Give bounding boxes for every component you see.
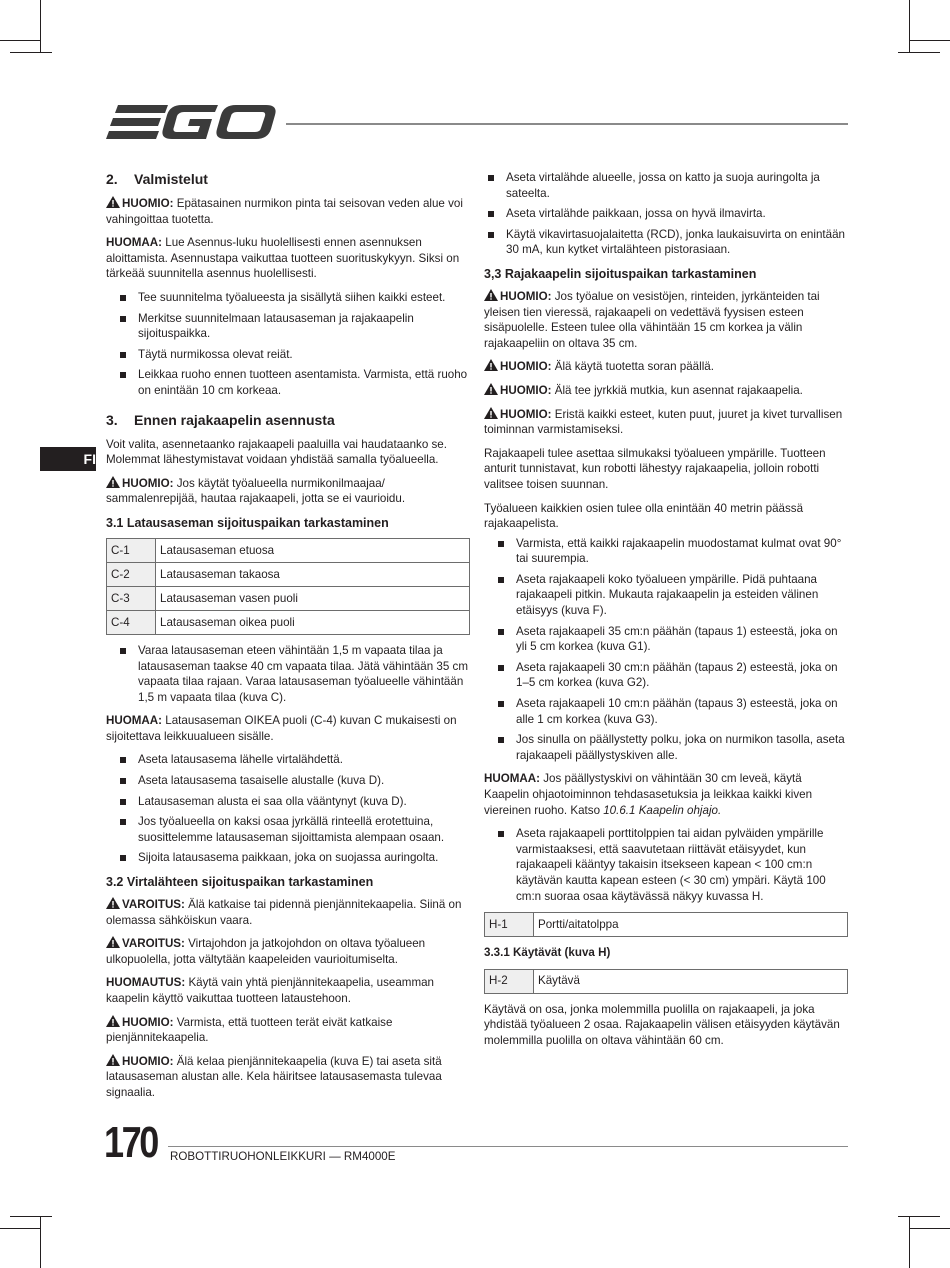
crop-mark [910,40,950,41]
left-column [106,170,470,1109]
bullet-list [474,170,848,258]
body-paragraph: Voit valita, asennetaanko rajakaapeli paaluilla vai haudataanko se. Molemmat lähestymistavat voidaan yhdistää samalla työalueella. [106,437,447,467]
bullet-list [484,826,848,904]
warning-icon [106,936,120,948]
list-item: Aseta latausasema tasaiselle alustalle (kuva D). [106,773,470,789]
table-cell-label: Latausaseman takaosa [156,562,470,586]
crop-mark [910,1228,950,1229]
warning-icon [484,359,498,371]
warning-icon [106,1054,120,1066]
list-item: Sijoita latausasema paikkaan, joka on suojassa auringolta. [106,850,470,866]
table-row [485,969,848,993]
list-item: Merkitse suunnitelmaan latausaseman ja rajakaapelin sijoituspaikka. [106,311,470,342]
warning-paragraph: VAROITUS: Virtajohdon ja jatkojohdon on oltava työalueen ulkopuolella, jotta vältytään kaapeleiden vaurioitumiselta. [106,937,426,966]
bullet-list [106,752,470,866]
legend-table [106,538,470,635]
header-rule [286,123,848,125]
table-cell-code: C-4 [107,610,156,634]
caution-paragraph: HUOMIO: Epätasainen nurmikon pinta tai seisovan veden alue voi vahingoittaa tuotetta. [106,197,463,226]
ego-logo [106,103,276,148]
table-cell-label: Käytävä [534,969,848,993]
table-cell-code: C-2 [107,562,156,586]
right-column [484,170,848,1057]
caution-paragraph: HUOMIO: Älä kelaa pienjännitekaapelia (kuva E) tai aseta sitä latausaseman alustan alle. Kela häiritsee latausasemasta tulevaa signaalia. [106,1054,442,1099]
caution-paragraph: HUOMIO: Älä tee jyrkkiä mutkia, kun asennat rajakaapelia. [484,383,848,399]
body-paragraph: Työalueen kaikkien osien tulee olla enintään 40 metrin päässä rajakaapelista. [484,501,804,531]
notice-paragraph: HUOMAUTUS: Käytä vain yhtä pienjännitekaapelia, useamman kaapelin käyttö vaikuttaa tuotteen lataustehoon. [106,976,434,1005]
subsection-heading: 3,3 Rajakaapelin sijoituspaikan tarkastaminen [484,266,757,281]
section-heading: 3. Ennen rajakaapelin asennusta [106,411,335,428]
table-cell-label: Latausaseman etuosa [156,538,470,562]
crop-mark [0,1228,40,1229]
table-cell-code: H-2 [485,969,534,993]
note-paragraph: HUOMAA: Latausaseman OIKEA puoli (C-4) kuvan C mukaisesti on sijoitettava leikkuualueen sisälle. [106,714,457,743]
warning-icon [484,383,498,395]
table-cell-code: H-1 [485,913,534,937]
list-item: Käytä vikavirtasuojalaitetta (RCD), jonka laukaisuvirta on enintään 30 mA, kun kytket virtalähteen pistorasiaan. [474,227,848,258]
list-item: Jos työalueella on kaksi osaa jyrkällä rinteellä erotettuina, suosittelemme latausaseman sijoittamista alempaan osaan. [106,814,470,845]
list-item: Aseta virtalähde alueelle, jossa on katto ja suoja auringolta ja sateelta. [474,170,848,201]
warning-icon [484,407,498,419]
crop-mark [10,1216,52,1217]
crop-mark [10,52,52,53]
table-row [107,562,470,586]
note-paragraph: HUOMAA: Lue Asennus-luku huolellisesti ennen asennuksen aloittamista. Asennustapa vaikuttaa tuotteen suorituskykyyn. Siksi on tärkeää suunnitella asennus huolellisesti. [106,236,460,281]
cross-reference: 10.6.1 Kaapelin ohjajo. [603,803,722,817]
subsection-heading: 3.3.1 Käytävät (kuva H) [484,946,611,960]
list-item: Aseta rajakaapeli 10 cm:n päähän (tapaus 3) esteestä, joka on alle 1 cm korkea (kuva G3). [484,696,848,727]
table-cell-code: C-1 [107,538,156,562]
body-paragraph: Käytävä on osa, jonka molemmilla puolilla on rajakaapeli, ja joka yhdistää työalueen 2 osaa. Rajakaapelin välisen etäisyyden käytävän molemmilla puolilla on oltava vähintään 60 cm. [484,1002,840,1047]
warning-icon [106,196,120,208]
list-item: Jos sinulla on päällystetty polku, joka on nurmikon tasolla, aseta rajakaapeli päällystyskiven alle. [484,732,848,763]
table-cell-label: Portti/aitatolppa [534,913,848,937]
list-item: Aseta rajakaapeli koko työalueen ympärille. Pidä puhtaana rajakaapeli pitkin. Mukauta rajakaapelin ja esteiden välinen etäisyys (kuva F). [484,572,848,619]
table-row [485,913,848,937]
list-item: Tee suunnitelma työalueesta ja sisällytä siihen kaikki esteet. [106,290,470,306]
crop-mark [0,40,40,41]
list-item: Aseta rajakaapeli 30 cm:n päähän (tapaus 2) esteestä, joka on 1–5 cm korkea (kuva G2). [484,660,848,691]
warning-icon [106,897,120,909]
footer-title: ROBOTTIRUOHONLEIKKURI — RM4000E [170,1150,396,1163]
table-row [107,538,470,562]
crop-mark [898,52,940,53]
crop-mark [40,0,41,52]
table-row [107,610,470,634]
subsection-heading: 3.1 Latausaseman sijoituspaikan tarkastaminen [106,515,389,530]
list-item: Aseta latausasema lähelle virtalähdettä. [106,752,470,768]
warning-icon [106,1015,120,1027]
table-cell-label: Latausaseman vasen puoli [156,586,470,610]
bullet-list [106,643,470,705]
page-number: 170 [104,1118,157,1167]
bullet-list [484,536,848,764]
warning-icon [106,476,120,488]
body-paragraph: Rajakaapeli tulee asettaa silmukaksi työalueen ympärille. Tuotteen anturit tunnistavat, kun robotti lähestyy rajakaapelia, jolloin robotti valitsee toisen suunnan. [484,446,826,491]
list-item: Latausaseman alusta ei saa olla vääntynyt (kuva D). [106,794,470,810]
table-cell-label: Latausaseman oikea puoli [156,610,470,634]
crop-mark [898,1216,940,1217]
list-item: Leikkaa ruoho ennen tuotteen asentamista. Varmista, että ruoho on enintään 10 cm korkeaa. [106,367,470,398]
warning-icon [484,289,498,301]
table-row [107,586,470,610]
crop-mark [40,1216,41,1268]
section-heading: 2. Valmistelut [106,171,208,187]
list-item: Aseta rajakaapeli porttitolppien tai aidan pylväiden ympärille varmistaaksesi, että saavutetaan riittävät etäisyydet, kun rajakaapeli kääntyy takaisin itsekseen kapean < 100 cm:n käytävän kautta kapean esteen (< 30 cm) ympäri. Käytä 100 cm:n suoraa osaa käytävässä näkyy kuvassa H. [484,826,848,904]
list-item: Varmista, että kaikki rajakaapelin muodostamat kulmat ovat 90° tai suurempia. [484,536,848,567]
subsection-heading: 3.2 Virtalähteen sijoituspaikan tarkastaminen [106,875,374,890]
list-item: Aseta rajakaapeli 35 cm:n päähän (tapaus 1) esteestä, joka on yli 5 cm korkea (kuva G1). [484,624,848,655]
list-item: Aseta virtalähde paikkaan, jossa on hyvä ilmavirta. [474,206,848,222]
language-tab: FI [40,447,96,471]
crop-mark [909,0,910,52]
footer-rule [168,1146,848,1147]
caution-paragraph: HUOMIO: Jos käytät työalueella nurmikonilmaajaa/ sammalenrepijää, hautaa rajakaapeli, jotta se ei vaurioidu. [106,476,406,506]
caution-paragraph: HUOMIO: Varmista, että tuotteen terät eivät katkaise pienjännitekaapelia. [106,1015,393,1045]
warning-paragraph: VAROITUS: Älä katkaise tai pidennä pienjännitekaapelia. Siinä on olemassa sähköiskun vaara. [106,898,462,927]
legend-table [484,912,848,937]
crop-mark [909,1216,910,1268]
note-paragraph: HUOMAA: Jos päällystyskivi on vähintään 30 cm leveä, käytä Kaapelin ohjaotoiminnon tehdasasetuksia ja leikkaa kaikki kiven viereinen ruoho. Katso 10.6.1 Kaapelin ohjajo. [484,772,813,817]
table-cell-code: C-3 [107,586,156,610]
list-item: Täytä nurmikossa olevat reiät. [106,347,470,363]
list-item: Varaa latausaseman eteen vähintään 1,5 m vapaata tilaa ja latausaseman taakse 40 cm vapaata tilaa. Jätä vähintään 35 cm vapaata tilaa rajaan. Varaa latausaseman työalueelle vähintään 1,5 m vapaata tilaa (kuva C). [106,643,470,705]
caution-paragraph: HUOMIO: Älä käytä tuotetta soran päällä. [484,359,848,375]
caution-paragraph: HUOMIO: Jos työalue on vesistöjen, rinteiden, jyrkänteiden tai yleisen tien vieressä, rajakaapeli on vedettävä fyysisen esteen sisäpuolelle. Esteen tulee olla vähintään 15 cm korkea ja välin rajakaapeliin on oltava 35 cm. [484,289,820,350]
caution-paragraph: HUOMIO: Eristä kaikki esteet, kuten puut, juuret ja kivet turvallisen toiminnan varmistamiseksi. [484,407,843,437]
legend-table [484,969,848,994]
bullet-list [106,290,470,399]
